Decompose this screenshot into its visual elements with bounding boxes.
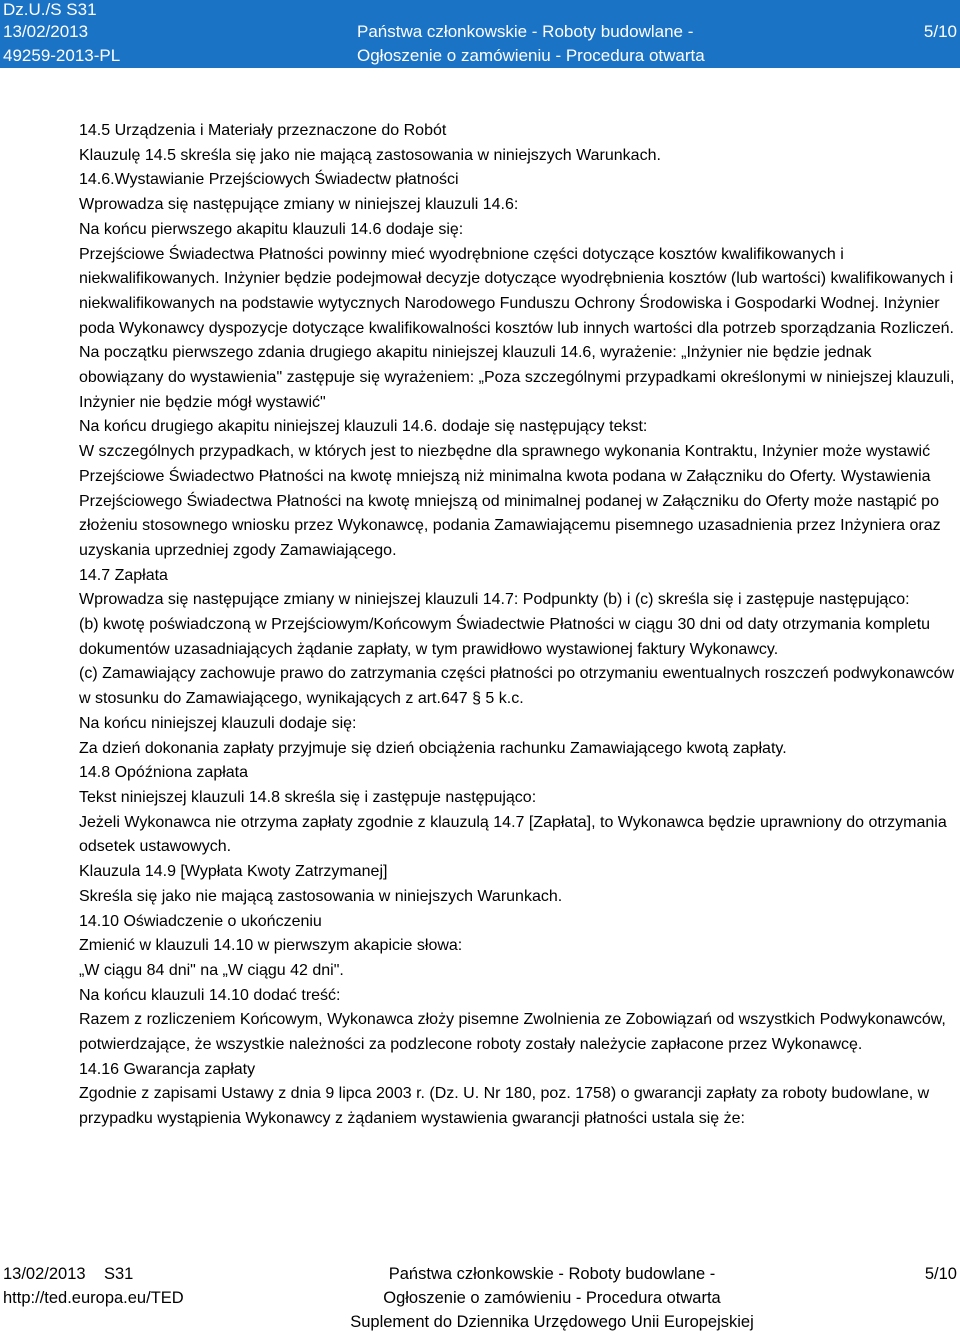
footer-date-row xyxy=(3,1262,184,1286)
paragraph: „W ciągu 84 dni" na „W ciągu 42 dni". xyxy=(79,961,344,979)
footer-url-link[interactable]: http://ted.europa.eu/TED xyxy=(3,1289,184,1307)
header-notice-ref: 49259-2013-PL xyxy=(3,46,121,65)
paragraph: Zmienić w klauzuli 14.10 w pierwszym akapicie słowa: xyxy=(79,937,463,955)
paragraph: Na początku pierwszego zdania drugiego akapitu niniejszej klauzuli 14.6, wyrażenie: „Inżynier nie będzie jednak obowiązany do wystawienia" zastępuje się wyrażeniem: „Poza szczególnymi przypadkami określonymi w niniejszej klauzuli, Inżynier nie będzie mógł wystawić" xyxy=(79,344,955,411)
paragraph: Razem z rozliczeniem Końcowym, Wykonawca złoży pisemne Zwolnienia ze Zobowiązań od wszystkich Podwykonawców, potwierdzające, że wszystkie należności za podzlecone roboty zostały należycie zapłacone przez Wykonawcę. xyxy=(79,1011,946,1054)
header-title-line2: Ogłoszenie o zamówieniu - Procedura otwarta xyxy=(357,46,705,65)
header-title-line1: Państwa członkowskie - Roboty budowlane - xyxy=(357,22,694,41)
paragraph: 14.16 Gwarancja zapłaty xyxy=(79,1060,256,1078)
paragraph: Tekst niniejszej klauzuli 14.8 skreśla się i zastępuje następująco: xyxy=(79,788,537,806)
page-header xyxy=(0,0,960,68)
header-date: 13/02/2013 xyxy=(3,22,89,41)
paragraph: Na końcu drugiego akapitu niniejszej klauzuli 14.6. dodaje się następujący tekst: xyxy=(79,418,648,436)
paragraph: 14.10 Oświadczenie o ukończeniu xyxy=(79,912,322,930)
header-title xyxy=(357,20,705,68)
journal-reference: Dz.U./S S31 xyxy=(3,0,97,19)
paragraph: Wprowadza się następujące zmiany w niniejszej klauzuli 14.7: Podpunkty (b) i (c) skreśla się i zastępuje następująco: xyxy=(79,591,910,609)
paragraph: Jeżeli Wykonawca nie otrzyma zapłaty zgodnie z klauzulą 14.7 [Zapłata], to Wykonawca będzie uprawniony do otrzymania odsetek ustawowych. xyxy=(79,813,947,856)
paragraph: Na końcu klauzuli 14.10 dodać treść: xyxy=(79,986,341,1004)
paragraph: W szczególnych przypadkach, w których jest to niezbędne dla sprawnego wykonania Kontraktu, Inżynier może wystawić Przejściowe Świadectwo Płatności na kwotę mniejszą niż minimalna kwota podana w Załączniku do Oferty. Wystawienia Przejściowego Świadectwa Płatności na kwotę mniejszą od minimalnej podanej w Załączniku do Oferty może nastąpić po złożeniu stosownego wniosku przez Wykonawcę, podania Zamawiającemu pisemnego uzasadnienia przez Inżyniera oraz uzyskania uprzedniej zgody Zamawiającego. xyxy=(79,443,941,559)
paragraph: Na końcu niniejszej klauzuli dodaje się: xyxy=(79,714,357,732)
footer-date: 13/02/2013 xyxy=(3,1265,86,1283)
document-body xyxy=(79,119,959,1132)
header-right xyxy=(924,20,957,44)
paragraph: 14.6.Wystawianie Przejściowych Świadectw płatności xyxy=(79,171,459,189)
paragraph: Klauzula 14.9 [Wypłata Kwoty Zatrzymanej] xyxy=(79,863,388,881)
footer-page-number: 5/10 xyxy=(924,1265,957,1283)
header-page-number: 5/10 xyxy=(923,22,957,41)
footer-title-line2: Ogłoszenie o zamówieniu - Procedura otwarta xyxy=(383,1289,721,1307)
paragraph: (b) kwotę poświadczoną w Przejściowym/Końcowym Świadectwie Płatności w ciągu 30 dni od daty otrzymania kompletu dokumentów uzasadniających żądanie zapłaty, w tym prawidłowo wystawionej faktury Wykonawcy. xyxy=(79,616,931,658)
paragraph: 14.7 Zapłata xyxy=(79,566,168,584)
paragraph: Przejściowe Świadectwa Płatności powinny mieć wyodrębnione części dotyczące kosztów kwalifikowanych i niekwalifikowanych. Inżynier będzie podejmował decyzje dotyczące wyodrębnienia kosztów (lub wartości) kwalifikowanych i niekwalifikowanych na podstawie wytycznych Narodowego Funduszu Ochrony Środowiska i Gospodarki Wodnej. Inżynier poda Wykonawcy dyspozycje dotyczące kwalifikowalności kosztów lub innych wartości dla potrzeb sporządzania Rozliczeń. xyxy=(79,245,954,337)
paragraph: Wprowadza się następujące zmiany w niniejszej klauzuli 14.6: xyxy=(79,196,519,214)
footer-title-line3: Suplement do Dziennika Urzędowego Unii Europejskiej xyxy=(350,1313,754,1331)
paragraph: (c) Zamawiający zachowuje prawo do zatrzymania części płatności po otrzymaniu ewentualnych roszczeń podwykonawców w stosunku do Zamawiającego, wynikających z art.647 § 5 k.c. xyxy=(79,665,955,708)
paragraph: Za dzień dokonania zapłaty przyjmuje się dzień obciążenia rachunku Zamawiającego kwotą zapłaty. xyxy=(79,739,787,757)
footer-title-line1: Państwa członkowskie - Roboty budowlane - xyxy=(388,1265,716,1283)
paragraph: 14.8 Opóźniona zapłata xyxy=(79,764,249,782)
paragraph: Klauzulę 14.5 skreśla się jako nie mającą zastosowania w niniejszych Warunkach. xyxy=(79,146,661,164)
footer-series: S31 xyxy=(103,1265,134,1283)
footer-title xyxy=(315,1262,789,1334)
footer-left xyxy=(3,1262,184,1310)
paragraph: Na końcu pierwszego akapitu klauzuli 14.6 dodaje się: xyxy=(79,220,464,238)
paragraph: 14.5 Urządzenia i Materiały przeznaczone do Robót xyxy=(79,122,447,139)
paragraph: Zgodnie z zapisami Ustawy z dnia 9 lipca 2003 r. (Dz. U. Nr 180, poz. 1758) o gwarancji zapłaty za roboty budowlane, w przypadku wystąpienia Wykonawcy z żądaniem wystawienia gwarancji płatności ustala się że: xyxy=(79,1085,930,1128)
paragraph: Skreśla się jako nie mającą zastosowania w niniejszych Warunkach. xyxy=(79,887,563,905)
header-left xyxy=(3,20,120,68)
page-footer xyxy=(0,1262,960,1334)
